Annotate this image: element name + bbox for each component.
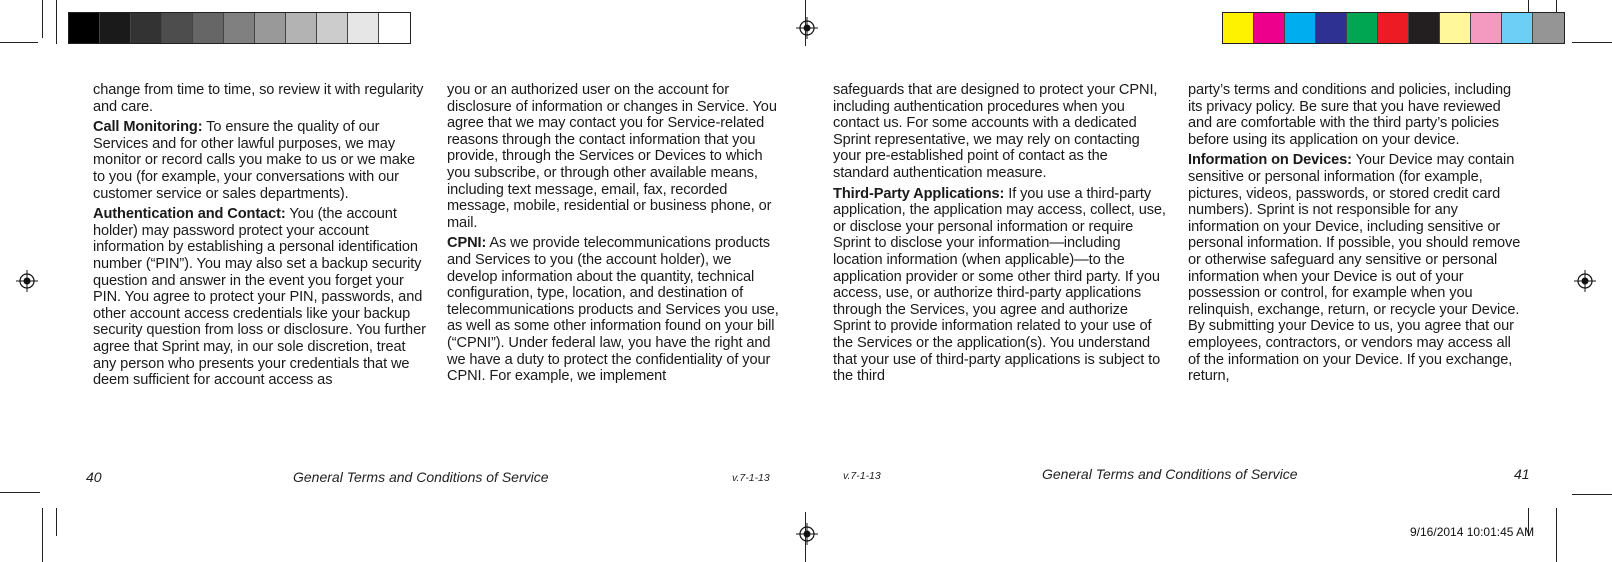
color-swatch [1254, 13, 1285, 43]
right-footer-version: v.7-1-13 [843, 470, 881, 482]
paragraph-text: change from time to time, so review it with regularity and care. [93, 82, 424, 115]
registration-mark-icon [796, 523, 818, 545]
color-swatch [162, 13, 193, 43]
crop-mark [42, 508, 43, 562]
right-page-number: 41 [1514, 466, 1530, 482]
color-swatch [1533, 13, 1564, 43]
paragraph-text: you or an authorized user on the account for disclosure of information or changes in Service. You agree that we may contact you for Service-related reasons through the contact information that you provide, through the Services or Devices to which you subscribe, or through other available means, including text message, email, fax, recorded message, mobile, residential or business phone, or mail. [447, 82, 777, 231]
color-swatch [1409, 13, 1440, 43]
color-swatch [255, 13, 286, 43]
grayscale-bar [68, 12, 411, 44]
left-page-number: 40 [86, 469, 102, 485]
crop-mark [1556, 508, 1557, 562]
crop-mark [1572, 494, 1612, 495]
color-swatch [1347, 13, 1378, 43]
paragraph [1188, 152, 1522, 384]
color-swatch [286, 13, 317, 43]
crop-mark [42, 0, 43, 38]
left-page-column-1 [93, 82, 427, 393]
registration-mark-icon [796, 17, 818, 39]
color-swatch [317, 13, 348, 43]
right-page-column-2 [1188, 82, 1522, 389]
process-color-bar [1222, 12, 1565, 44]
crop-mark [56, 508, 57, 536]
crop-mark [0, 42, 38, 43]
color-swatch [1502, 13, 1533, 43]
right-footer-title: General Terms and Conditions of Service [1042, 466, 1298, 482]
right-page-column-1 [833, 82, 1167, 389]
paragraph-text: party’s terms and conditions and policies, including its privacy policy. Be sure that you have reviewed and are comfortable with the third party’s policies before using its application on your device. [1188, 82, 1512, 148]
crop-mark [1572, 42, 1612, 43]
paragraph-text: Your Device may contain sensitive or personal information (for example, pictures, videos, passwords, or stored credit card numbers). Sprint is not responsible for any information on your Device, including sensitive or personal information. If possible, you should remove or otherwise safeguard any sensitive or personal information when your Device is out of your possession or control, for example when you relinquish, exchange, return, or recycle your Device. By submitting your Device to us, you agree that our employees, contractors, or vendors may access all of the information on your Device. If you exchange, return, [1188, 152, 1521, 385]
color-swatch [1471, 13, 1502, 43]
registration-mark-icon [16, 270, 38, 292]
paragraph-text: safeguards that are designed to protect your CPNI, including authentication procedures when you contact us. For some accounts with a dedicated Sprint representative, we may rely on contacting your pre-established point of contact as the standard authentication measure. [833, 82, 1158, 181]
color-swatch [100, 13, 131, 43]
paragraph [93, 206, 427, 389]
paragraph [447, 82, 781, 231]
left-footer-title: General Terms and Conditions of Service [293, 469, 549, 485]
left-footer-version: v.7-1-13 [732, 472, 770, 484]
paragraph-text: As we provide telecommunications products and Services to you (the account holder), we develop information about the quantity, technical configuration, type, location, and destination of telecommunications products and Services you use, as well as some other information found on your bill (“CPNI”). Under federal law, you have the right and we have a duty to protect the confidentiality of your CPNI. For example, we implement [447, 235, 779, 385]
color-swatch [1223, 13, 1254, 43]
paragraph [447, 235, 781, 384]
crop-mark [56, 0, 57, 44]
paragraph-heading: Information on Devices: [1188, 152, 1352, 169]
color-swatch [69, 13, 100, 43]
paragraph [833, 82, 1167, 182]
paragraph-text: To ensure the quality of our Services and for other lawful purposes, we may monitor or record calls you make to us or we make to you (for example, your conversations with our customer service or sales departments). [93, 119, 415, 202]
left-page-column-2 [447, 82, 781, 389]
color-swatch [224, 13, 255, 43]
color-swatch [1440, 13, 1471, 43]
color-swatch [1378, 13, 1409, 43]
color-swatch [193, 13, 224, 43]
color-swatch [379, 13, 410, 43]
paragraph [93, 82, 427, 115]
registration-mark-icon [1574, 270, 1596, 292]
paragraph-heading: Third-Party Applications: [833, 185, 1005, 202]
paragraph-heading: Call Monitoring: [93, 119, 203, 136]
paragraph-text: You (the account holder) may password protect your account information by establishing a personal identification number (“PIN”). You may also set a backup security question and answer in the event you forget your PIN. You agree to protect your PIN, passwords, and other account access credentials like your backup security question from loss or disclosure. You further agree that Sprint may, in our sole discretion, treat any person who presents your credentials that we deem sufficient for account access as [93, 206, 426, 389]
print-timestamp: 9/16/2014 10:01:45 AM [1410, 525, 1535, 539]
paragraph-heading: CPNI: [447, 235, 487, 252]
color-swatch [348, 13, 379, 43]
color-swatch [1316, 13, 1347, 43]
paragraph [833, 186, 1167, 385]
paragraph [93, 119, 427, 202]
color-swatch [131, 13, 162, 43]
paragraph-text: If you use a third-party application, the application may access, collect, use, or disclose your personal information or require Sprint to disclose your information—including location information (when applicable)—to the application provider or some other third party. If you access, use, or authorize third-party applications through the Services, you agree and authorize Sprint to provide information related to your use of the Services or the application(s). You understand that your use of third-party applications is subject to the third [833, 185, 1166, 385]
paragraph [1188, 82, 1522, 148]
paragraph-heading: Authentication and Contact: [93, 206, 286, 223]
color-swatch [1285, 13, 1316, 43]
crop-mark [0, 492, 40, 493]
